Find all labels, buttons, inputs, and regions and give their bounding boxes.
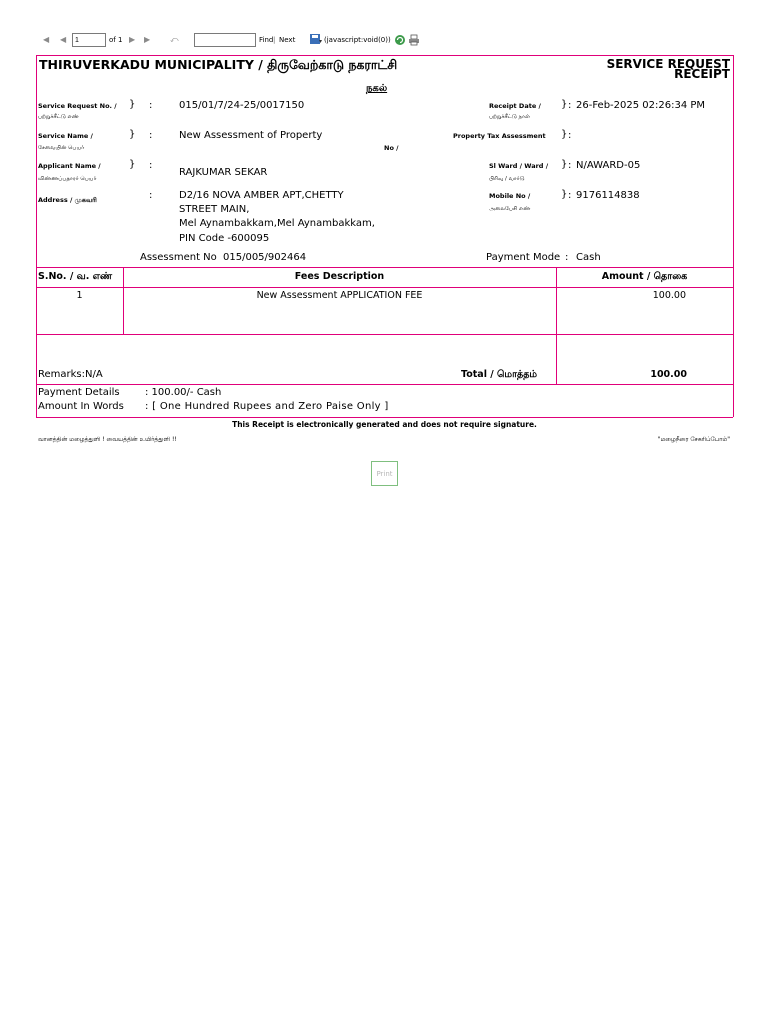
left-border: [36, 55, 37, 417]
printer-icon[interactable]: [408, 34, 420, 48]
print-button[interactable]: Print: [371, 461, 398, 486]
brace: }: [129, 99, 136, 110]
export-icon[interactable]: [309, 33, 323, 47]
colon: :: [568, 160, 572, 171]
table-total-border: [36, 384, 733, 385]
sno-header: S.No. / வ. எண்: [38, 271, 113, 282]
service-request-label: Service Request No. /: [38, 102, 117, 110]
applicant-label: Applicant Name /: [38, 162, 101, 170]
address-line-2: STREET MAIN,: [179, 204, 250, 215]
amount-in-words-value: : [ One Hundred Rupees and Zero Paise Only ]: [145, 401, 389, 412]
payment-details-label: Payment Details: [38, 387, 120, 398]
applicant-value: RAJKUMAR SEKAR: [179, 167, 268, 178]
next-page-icon[interactable]: ▶: [129, 35, 136, 44]
colon: :: [149, 190, 153, 201]
receipt-date-label-ta: பற்றுச்சீட்டு நாள்: [489, 114, 530, 120]
ward-value: N/AWARD-05: [576, 160, 641, 171]
find-link[interactable]: Find: [259, 36, 274, 44]
colon: :: [565, 252, 569, 263]
receipt-date-label: Receipt Date /: [489, 102, 541, 110]
colon: :: [568, 100, 572, 111]
right-slogan: "மழைநீரை சேகரிப்போம்": [657, 436, 730, 443]
report-toolbar: [40, 32, 430, 50]
colon: :: [568, 190, 572, 201]
last-page-icon[interactable]: ▶: [144, 35, 152, 44]
export-link[interactable]: (javascript:void(0)): [324, 36, 391, 44]
page-number-input[interactable]: [72, 33, 106, 47]
colon: :: [149, 160, 153, 171]
ward-label-ta: பிரிவு / வார்டு: [489, 176, 525, 182]
next-link[interactable]: Next: [279, 36, 296, 44]
refresh-icon[interactable]: [394, 34, 406, 48]
applicant-label-ta: விண்ணப்பதாரர் பெயர்: [38, 176, 97, 182]
receipt-date-value: 26-Feb-2025 02:26:34 PM: [576, 100, 706, 111]
brace: }: [129, 159, 136, 170]
first-page-icon[interactable]: ◀: [43, 35, 51, 44]
total-label: Total / மொத்தம்: [461, 369, 538, 380]
page-count: of 1: [109, 36, 123, 44]
top-border: [36, 55, 733, 56]
receipt-title: RECEIPT: [674, 67, 730, 81]
payment-details-value: : 100.00/- Cash: [145, 387, 222, 398]
remarks: Remarks:N/A: [38, 369, 103, 380]
table-body-border: [36, 334, 733, 335]
address-line-4: PIN Code -600095: [179, 233, 270, 244]
address-label: Address / முகவரி: [38, 196, 97, 204]
payment-mode-value: Cash: [576, 252, 601, 263]
electronic-receipt-notice: This Receipt is electronically generated and does not require signature.: [232, 420, 537, 429]
left-slogan: வானத்தின் மழைத்துளி ! வையத்தின் உயிர்த்துளி !!: [38, 436, 177, 443]
table-header-border: [36, 287, 733, 288]
brace: }: [561, 189, 568, 200]
service-request-label-ta: பற்றுச்சீட்டு எண்: [38, 114, 79, 120]
bottom-border: [36, 417, 733, 418]
payment-mode-label: Payment Mode: [486, 252, 561, 263]
mobile-value: 9176114838: [576, 190, 640, 201]
colon: :: [149, 100, 153, 111]
address-line-3: Mel Aynambakkam,Mel Aynambakkam,: [179, 218, 375, 229]
find-separator: |: [273, 36, 276, 44]
prev-page-icon[interactable]: ◀: [60, 35, 67, 44]
row-description: New Assessment APPLICATION FEE: [256, 290, 423, 301]
back-icon[interactable]: ⤺: [170, 35, 179, 44]
copy-label: நகல்: [366, 83, 388, 94]
municipality-title: THIRUVERKADU MUNICIPALITY / திருவேற்காடு நகராட்சி: [39, 57, 398, 72]
ward-label: Sl Ward / Ward /: [489, 162, 549, 170]
mobile-label: Mobile No /: [489, 192, 531, 200]
brace: }: [561, 99, 568, 110]
property-tax-label-2: No /: [384, 144, 399, 152]
colon: :: [149, 130, 153, 141]
brace: }: [129, 129, 136, 140]
row-amount: 100.00: [652, 290, 686, 301]
colon: :: [568, 130, 572, 141]
service-request-value: 015/01/7/24-25/0017150: [179, 100, 305, 111]
right-border: [733, 55, 734, 417]
service-name-label: Service Name /: [38, 132, 93, 140]
amount-header: Amount / தொகை: [601, 271, 688, 282]
address-line-1: D2/16 NOVA AMBER APT,CHETTY: [179, 190, 344, 201]
total-value: 100.00: [650, 369, 687, 380]
property-tax-label: Property Tax Assessment: [453, 132, 546, 140]
assessment-label: Assessment No: [140, 252, 217, 263]
service-request-title: SERVICE REQUEST: [606, 57, 730, 71]
assessment-value: 015/005/902464: [223, 252, 307, 263]
table-col-divider: [556, 267, 557, 384]
service-name-value: New Assessment of Property: [179, 130, 323, 141]
find-input[interactable]: [194, 33, 256, 47]
table-top-border: [36, 267, 733, 268]
mobile-label-ta: அலைபேசி எண்: [489, 206, 531, 212]
brace: }: [561, 129, 568, 140]
brace: }: [561, 159, 568, 170]
amount-in-words-label: Amount In Words: [38, 401, 124, 412]
row-sno: 1: [76, 290, 83, 301]
fees-description-header: Fees Description: [294, 271, 385, 282]
service-name-label-ta: சேவையின் பெயர்: [38, 145, 85, 151]
